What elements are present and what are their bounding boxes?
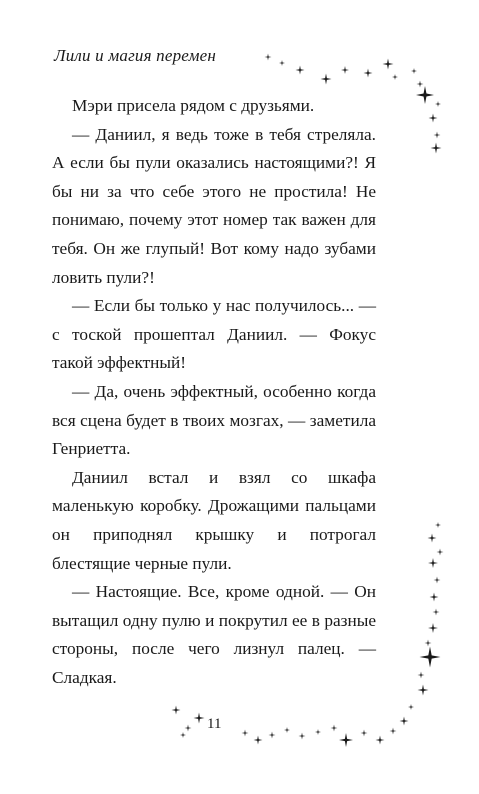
sparkle-star-icon <box>376 736 385 745</box>
sparkle-star-icon <box>435 522 441 528</box>
sparkle-star-icon <box>411 68 417 74</box>
sparkle-star-icon <box>315 729 321 735</box>
sparkle-star-icon <box>400 717 409 726</box>
sparkle-star-icon <box>194 713 205 724</box>
sparkle-star-icon <box>418 685 429 696</box>
sparkle-star-icon <box>185 725 192 732</box>
sparkle-star-icon <box>339 733 353 747</box>
sparkle-star-icon <box>428 623 438 633</box>
sparkle-star-icon <box>172 706 181 715</box>
sparkle-star-icon <box>180 732 186 738</box>
sparkle-star-icon <box>321 74 332 85</box>
paragraph-3: — Если бы только у нас получилось... — с тоской прошептал Даниил. — Фокус такой эффектный! <box>52 296 376 373</box>
sparkle-star-icon <box>390 728 397 735</box>
sparkle-star-icon <box>434 577 441 584</box>
running-title: Лили и магия перемен <box>54 46 217 65</box>
sparkle-star-icon <box>430 593 439 602</box>
paragraph-2: — Даниил, я ведь тоже в тебя стреляла. А если бы пули оказались настоящими?! Я бы ни за что себе этого не простила! Не понимаю, почему этот номер так важен для тебя. Он же глупый! Вот кому надо зубами ловить пули?! <box>52 124 376 287</box>
sparkle-star-icon <box>428 534 437 543</box>
sparkle-star-icon <box>284 727 290 733</box>
sparkle-star-icon <box>417 81 424 88</box>
sparkle-star-icon <box>431 143 442 154</box>
sparkle-star-icon <box>296 66 305 75</box>
sparkle-star-icon <box>331 725 338 732</box>
page-number: 11 <box>207 716 222 732</box>
paragraph-5: Даниил встал и взял со шкафа маленькую коробку. Дрожащими пальцами он приподнял крышку и потрогал блестящие черные пули. <box>52 467 376 573</box>
sparkle-star-icon <box>437 549 444 556</box>
sparkle-star-icon <box>383 59 394 70</box>
sparkle-star-icon <box>254 736 263 745</box>
sparkle-star-icon <box>341 66 349 74</box>
sparkle-star-icon <box>299 733 306 740</box>
sparkle-star-icon <box>269 732 276 739</box>
sparkle-star-icon <box>418 672 425 679</box>
sparkle-star-icon <box>279 60 285 66</box>
paragraph-6: — Настоящие. Все, кроме одной. — Он вытащил одну пулю и покрутил ее в разные стороны, после чего лизнул палец. — Сладкая. <box>52 582 376 687</box>
sparkle-star-icon <box>433 609 440 616</box>
sparkle-star-icon <box>242 730 249 737</box>
sparkle-star-icon <box>435 101 441 107</box>
sparkle-star-icon <box>416 86 434 104</box>
paragraph-4: — Да, очень эффектный, особенно когда вся сцена будет в твоих мозгах, — заметила Генриетта. <box>52 381 376 459</box>
sparkle-star-icon <box>420 647 441 668</box>
sparkle-star-icon <box>425 640 432 647</box>
sparkle-star-icon <box>428 558 438 568</box>
sparkle-star-icon <box>434 132 441 139</box>
sparkle-star-icon <box>364 69 373 78</box>
sparkle-star-icon <box>265 54 272 61</box>
sparkle-star-icon <box>392 74 398 80</box>
sparkle-star-icon <box>429 114 438 123</box>
paragraph-1: Мэри присела рядом с друзьями. <box>72 96 315 115</box>
sparkle-star-icon <box>408 704 414 710</box>
sparkle-star-icon <box>361 730 368 737</box>
